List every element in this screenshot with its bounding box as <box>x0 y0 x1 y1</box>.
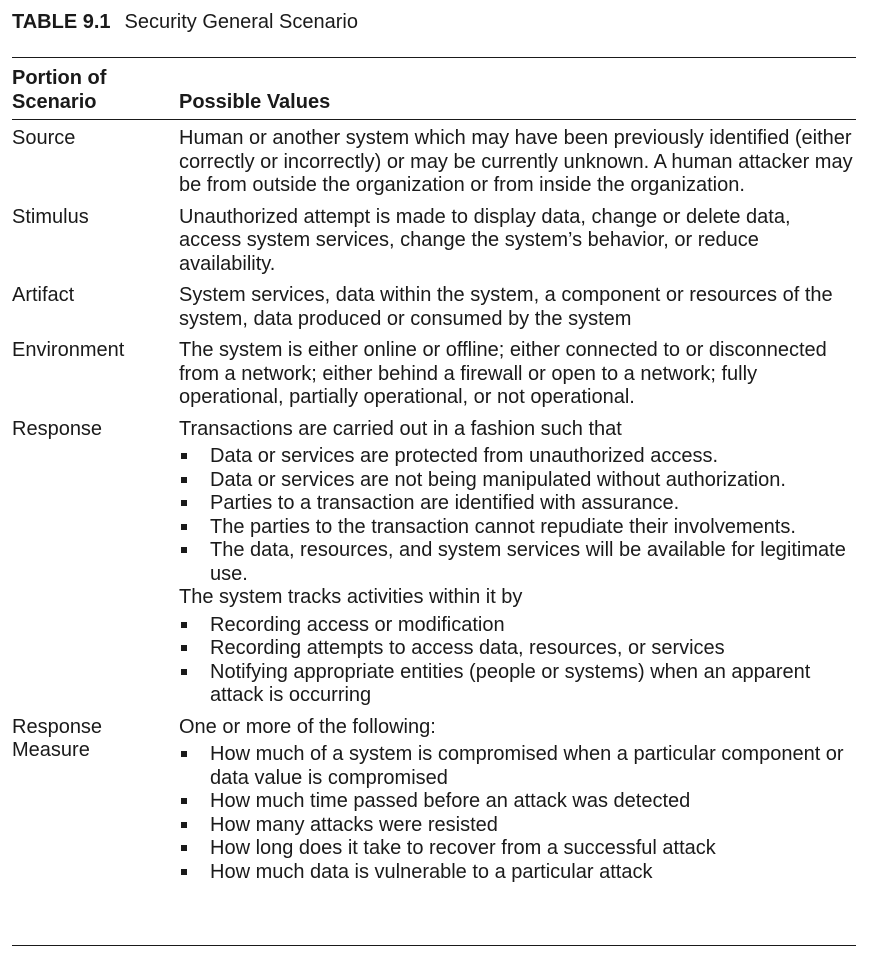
list-item: The parties to the transaction cannot repudiate their involvements. <box>179 516 856 540</box>
header-portion-of-scenario: Portion of Scenario <box>12 67 107 113</box>
row-value: The system is either online or offline; either connected to or disconnected from a network; either behind a firewall or open to a network; fully operational, partially operational, or not operational. <box>179 339 827 408</box>
row-label: Environment <box>12 339 125 361</box>
list-item: Parties to a transaction are identified with assurance. <box>179 492 856 516</box>
list-item: Data or services are protected from unauthorized access. <box>179 445 856 469</box>
row-value <box>179 418 856 708</box>
table-top-rule <box>12 57 856 58</box>
list-item: Recording access or modification <box>179 614 856 638</box>
response-intro-tracking: The system tracks activities within it by <box>179 586 523 608</box>
table-row-source <box>12 127 856 198</box>
response-bullets-tracking <box>179 614 856 708</box>
response-intro-transactions: Transactions are carried out in a fashion such that <box>179 417 622 440</box>
row-label: Stimulus <box>12 205 89 228</box>
list-item: How much time passed before an attack was detected <box>179 790 856 814</box>
row-value: System services, data within the system, a component or resources of the system, data produced or consumed by the system <box>179 284 833 330</box>
table-title: Security General Scenario <box>124 11 358 33</box>
response-measure-intro: One or more of the following: <box>179 715 436 738</box>
table-caption <box>12 9 358 35</box>
table-body <box>12 127 856 892</box>
table-row-stimulus <box>12 206 856 277</box>
response-bullets-transactions <box>179 445 856 586</box>
row-label: Artifact <box>12 284 75 306</box>
response-measure-bullets <box>179 743 856 884</box>
list-item: How long does it take to recover from a successful attack <box>179 837 856 861</box>
table-bottom-rule <box>12 945 856 946</box>
table-row-environment <box>12 339 856 410</box>
list-item: The data, resources, and system services will be available for legitimate use. <box>179 539 856 586</box>
table-row-response-measure <box>12 716 856 885</box>
list-item: How many attacks were resisted <box>179 814 856 838</box>
table-row-artifact <box>12 284 856 331</box>
row-value <box>179 716 856 885</box>
table-number: TABLE 9.1 <box>12 11 111 33</box>
table-header-row <box>12 66 856 116</box>
list-item: Recording attempts to access data, resources, or services <box>179 637 856 661</box>
row-label: Response Measure <box>12 715 103 761</box>
list-item: Notifying appropriate entities (people or systems) when an apparent attack is occurring <box>179 661 856 708</box>
header-possible-values: Possible Values <box>179 91 331 113</box>
list-item: Data or services are not being manipulated without authorization. <box>179 469 856 493</box>
table-row-response <box>12 418 856 708</box>
row-value: Human or another system which may have been previously identified (either correctly or incorrectly) or may be currently unknown. A human attacker may be from outside the organization or from inside the organization. <box>179 127 853 196</box>
list-item: How much of a system is compromised when a particular component or data value is compromised <box>179 743 856 790</box>
table-header-rule <box>12 119 856 120</box>
list-item: How much data is vulnerable to a particular attack <box>179 861 856 885</box>
row-label: Response <box>12 417 103 440</box>
row-value: Unauthorized attempt is made to display data, change or delete data, access system services, change the system’s behavior, or reduce availability. <box>179 205 791 275</box>
row-label: Source <box>12 127 76 149</box>
